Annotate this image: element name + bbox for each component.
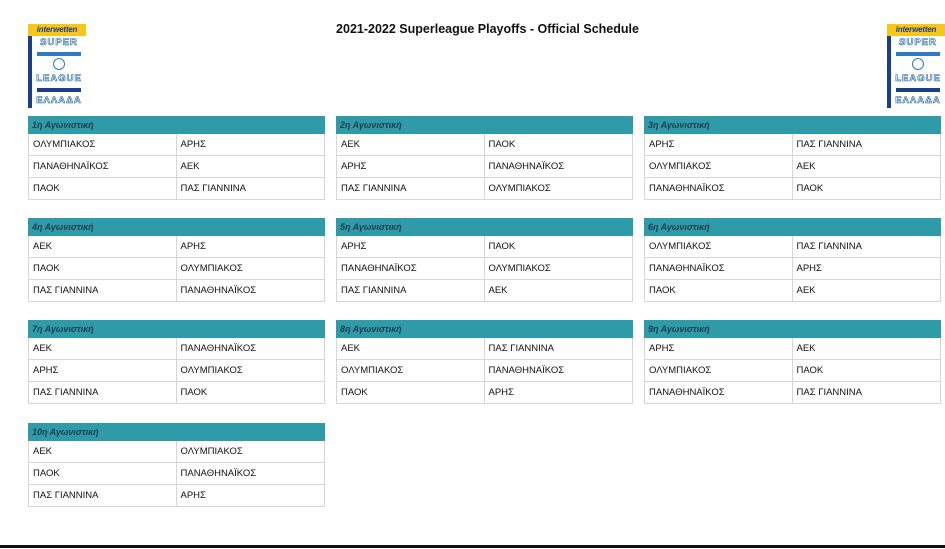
home-team: ΠΑΣ ΓΙΑΝΝΙΝΑ — [337, 280, 485, 301]
home-team: ΠΑΟΚ — [645, 280, 793, 301]
round-3 — [644, 116, 941, 200]
match-row — [28, 280, 325, 302]
match-row — [28, 382, 325, 404]
match-row — [28, 338, 325, 360]
ball-icon — [53, 58, 65, 70]
away-team: ΠΑΟΚ — [488, 241, 516, 252]
away-team: ΑΕΚ — [796, 285, 816, 296]
round-header: 1η Αγωνιστική — [28, 116, 325, 134]
away-team: ΠΑΟΚ — [488, 139, 516, 150]
home-team: ΠΑΣ ΓΙΑΝΝΙΝΑ — [29, 280, 177, 301]
round-7 — [28, 320, 325, 404]
logo-bar — [896, 52, 940, 56]
logo-bar — [37, 52, 81, 56]
away-team: ΠΑΣ ΓΙΑΝΝΙΝΑ — [796, 387, 862, 398]
match-row — [644, 134, 941, 156]
home-team: ΟΛΥΜΠΙΑΚΟΣ — [29, 134, 177, 155]
home-team: ΑΕΚ — [29, 338, 177, 359]
away-team: ΑΕΚ — [180, 161, 200, 172]
away-team: ΑΕΚ — [796, 343, 816, 354]
home-team: ΟΛΥΜΠΙΑΚΟΣ — [645, 360, 793, 381]
round-9 — [644, 320, 941, 404]
match-row — [336, 236, 633, 258]
logo-word-super: SUPER — [899, 37, 937, 48]
match-row — [28, 156, 325, 178]
round-5 — [336, 218, 633, 302]
logo-word-super: SUPER — [40, 37, 78, 48]
logo-word-league: LEAGUE — [36, 73, 82, 84]
match-row — [336, 156, 633, 178]
match-row — [28, 441, 325, 463]
away-team: ΑΕΚ — [488, 285, 508, 296]
home-team: ΟΛΥΜΠΙΑΚΟΣ — [645, 236, 793, 257]
home-team: ΠΑΝΑΘΗΝΑΪΚΟΣ — [645, 258, 793, 279]
away-team: ΠΑΣ ΓΙΑΝΝΙΝΑ — [796, 241, 862, 252]
away-team: ΠΑΣ ΓΙΑΝΝΙΝΑ — [180, 183, 246, 194]
home-team: ΠΑΟΚ — [29, 258, 177, 279]
sponsor-label: interwetten — [887, 24, 945, 36]
home-team: ΑΕΚ — [29, 441, 177, 462]
home-team: ΠΑΣ ΓΙΑΝΝΙΝΑ — [29, 485, 177, 506]
away-team: ΟΛΥΜΠΙΑΚΟΣ — [488, 263, 551, 274]
match-row — [336, 280, 633, 302]
round-header: 6η Αγωνιστική — [644, 218, 941, 236]
home-team: ΠΑΝΑΘΗΝΑΪΚΟΣ — [645, 178, 793, 199]
away-team: ΠΑΝΑΘΗΝΑΪΚΟΣ — [488, 365, 565, 376]
away-team: ΠΑΝΑΘΗΝΑΪΚΟΣ — [180, 343, 257, 354]
match-row — [336, 134, 633, 156]
match-row — [28, 485, 325, 507]
away-team: ΑΡΗΣ — [488, 387, 514, 398]
home-team: ΟΛΥΜΠΙΑΚΟΣ — [645, 156, 793, 177]
home-team: ΠΑΟΚ — [337, 382, 485, 403]
round-header: 4η Αγωνιστική — [28, 218, 325, 236]
away-team: ΑΕΚ — [796, 161, 816, 172]
home-team: ΑΡΗΣ — [29, 360, 177, 381]
home-team: ΑΡΗΣ — [645, 338, 793, 359]
away-team: ΟΛΥΜΠΙΑΚΟΣ — [180, 365, 243, 376]
away-team: ΠΑΟΚ — [180, 387, 208, 398]
round-header: 9η Αγωνιστική — [644, 320, 941, 338]
bottom-divider — [0, 545, 945, 548]
match-row — [336, 360, 633, 382]
away-team: ΑΡΗΣ — [180, 490, 206, 501]
round-10 — [28, 423, 325, 507]
home-team: ΠΑΣ ΓΙΑΝΝΙΝΑ — [29, 382, 177, 403]
match-row — [28, 236, 325, 258]
away-team: ΠΑΝΑΘΗΝΑΪΚΟΣ — [180, 468, 257, 479]
sponsor-label: interwetten — [28, 24, 86, 36]
match-row — [644, 280, 941, 302]
logo-bar — [896, 88, 940, 92]
round-1 — [28, 116, 325, 200]
ball-icon — [912, 58, 924, 70]
home-team: ΑΡΗΣ — [337, 156, 485, 177]
match-row — [644, 156, 941, 178]
away-team: ΟΛΥΜΠΙΑΚΟΣ — [180, 446, 243, 457]
away-team: ΑΡΗΣ — [796, 263, 822, 274]
match-row — [28, 134, 325, 156]
logo-emblem — [28, 36, 86, 108]
logo-word-ellada: ΕΛΛΑΔΑ — [36, 95, 82, 106]
away-team: ΟΛΥΜΠΙΑΚΟΣ — [180, 263, 243, 274]
round-header: 8η Αγωνιστική — [336, 320, 633, 338]
match-row — [644, 178, 941, 200]
away-team: ΠΑΟΚ — [796, 365, 824, 376]
home-team: ΠΑΟΚ — [29, 178, 177, 199]
away-team: ΠΑΣ ΓΙΑΝΝΙΝΑ — [796, 139, 862, 150]
round-2 — [336, 116, 633, 200]
home-team: ΟΛΥΜΠΙΑΚΟΣ — [337, 360, 485, 381]
round-6 — [644, 218, 941, 302]
page-title: 2021-2022 Superleague Playoffs - Official Schedule — [336, 22, 639, 36]
home-team: ΑΕΚ — [337, 134, 485, 155]
match-row — [644, 236, 941, 258]
match-row — [644, 360, 941, 382]
round-4 — [28, 218, 325, 302]
home-team: ΑΡΗΣ — [645, 134, 793, 155]
superleague-logo-right — [887, 24, 945, 108]
match-row — [644, 382, 941, 404]
match-row — [336, 258, 633, 280]
round-header: 7η Αγωνιστική — [28, 320, 325, 338]
match-row — [336, 382, 633, 404]
match-row — [336, 178, 633, 200]
away-team: ΑΡΗΣ — [180, 241, 206, 252]
match-row — [336, 338, 633, 360]
match-row — [644, 338, 941, 360]
superleague-logo-left — [28, 24, 86, 108]
away-team: ΟΛΥΜΠΙΑΚΟΣ — [488, 183, 551, 194]
home-team: ΑΕΚ — [337, 338, 485, 359]
logo-word-ellada: ΕΛΛΑΔΑ — [895, 95, 941, 106]
round-header: 10η Αγωνιστική — [28, 423, 325, 441]
home-team: ΠΑΣ ΓΙΑΝΝΙΝΑ — [337, 178, 485, 199]
round-header: 3η Αγωνιστική — [644, 116, 941, 134]
home-team: ΠΑΝΑΘΗΝΑΪΚΟΣ — [337, 258, 485, 279]
home-team: ΑΡΗΣ — [337, 236, 485, 257]
home-team: ΠΑΟΚ — [29, 463, 177, 484]
logo-emblem — [887, 36, 945, 108]
round-header: 2η Αγωνιστική — [336, 116, 633, 134]
match-row — [28, 360, 325, 382]
away-team: ΑΡΗΣ — [180, 139, 206, 150]
home-team: ΑΕΚ — [29, 236, 177, 257]
match-row — [28, 178, 325, 200]
home-team: ΠΑΝΑΘΗΝΑΪΚΟΣ — [645, 382, 793, 403]
logo-word-league: LEAGUE — [895, 73, 941, 84]
round-header: 5η Αγωνιστική — [336, 218, 633, 236]
round-8 — [336, 320, 633, 404]
away-team: ΠΑΣ ΓΙΑΝΝΙΝΑ — [488, 343, 554, 354]
logo-bar — [37, 88, 81, 92]
match-row — [28, 463, 325, 485]
match-row — [644, 258, 941, 280]
away-team: ΠΑΝΑΘΗΝΑΪΚΟΣ — [488, 161, 565, 172]
match-row — [28, 258, 325, 280]
home-team: ΠΑΝΑΘΗΝΑΪΚΟΣ — [29, 156, 177, 177]
away-team: ΠΑΟΚ — [796, 183, 824, 194]
away-team: ΠΑΝΑΘΗΝΑΪΚΟΣ — [180, 285, 257, 296]
